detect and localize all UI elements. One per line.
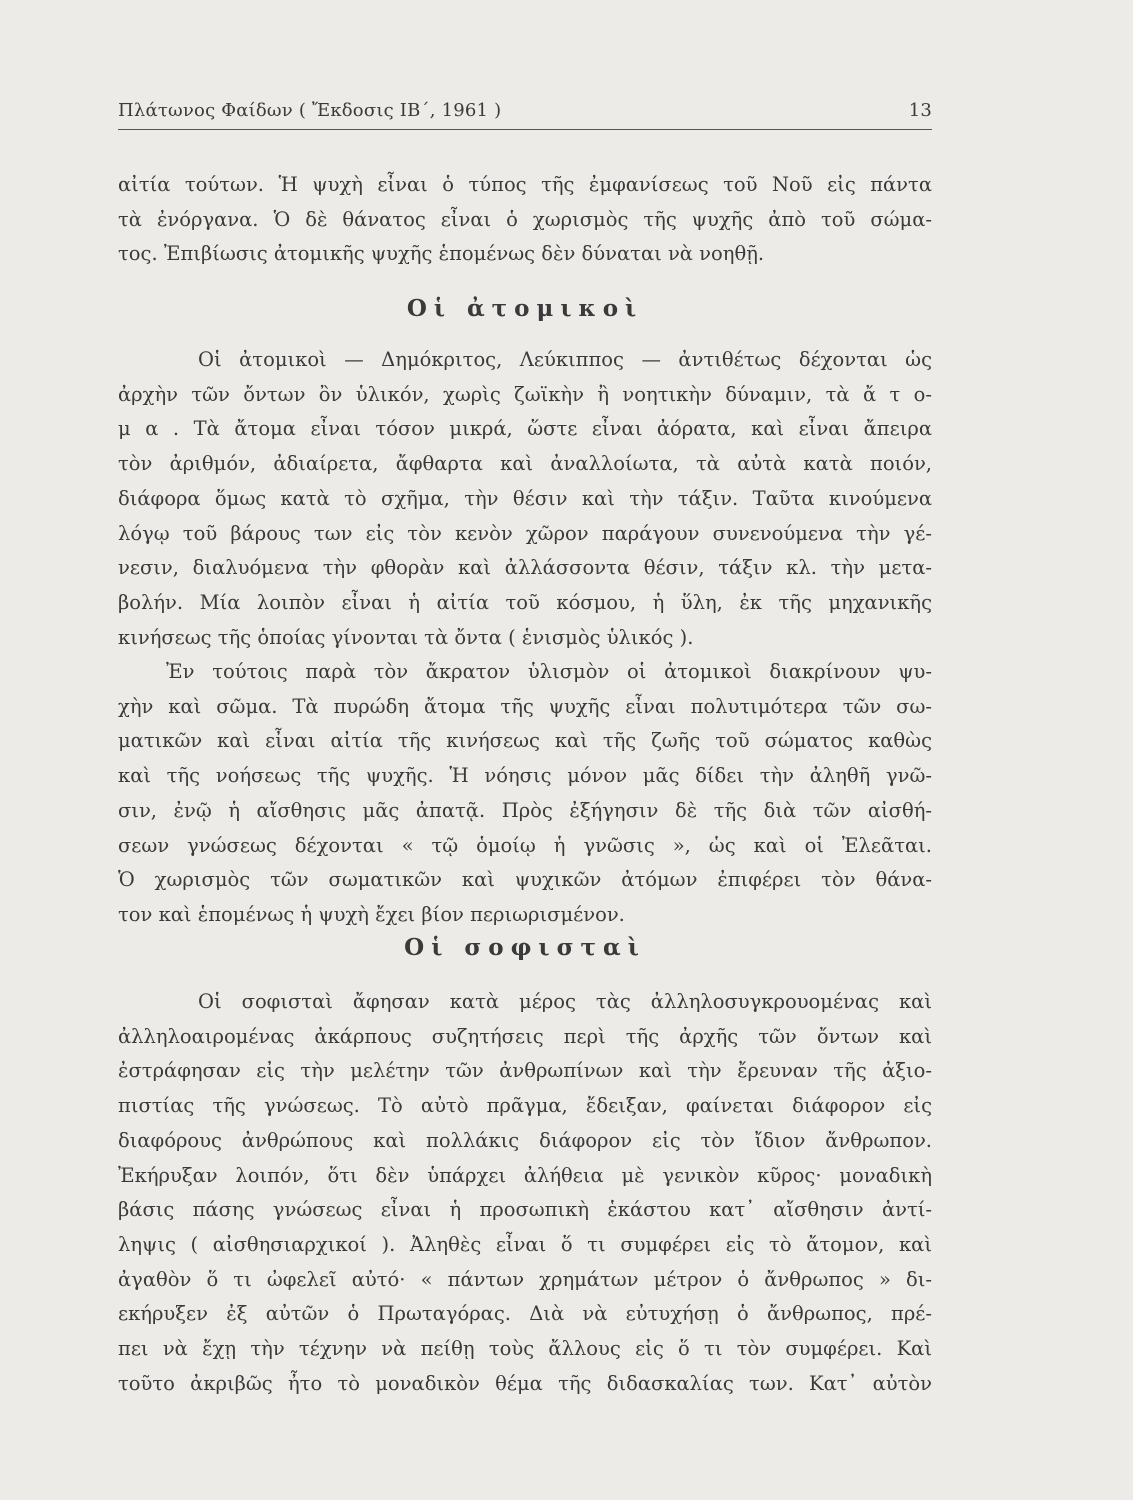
text-line: ματικῶν καὶ εἶναι αἰτία τῆς κινήσεως καὶ τῆς ζωῆς τοῦ σώματος καθὼς	[118, 729, 932, 753]
text-line: λόγῳ τοῦ βάρους των εἰς τὸν κενὸν χῶρον παράγουν συνενούμενα τὴν γέ-	[118, 521, 932, 545]
text-line: βάσις πάσης γνώσεως εἶναι ἡ προσωπικὴ ἑκάστου κατ᾽ αἴσθησιν ἀντί-	[118, 1198, 932, 1222]
text-line: ληψις ( αἰσθησιαρχικοί ). Ἀληθὲς εἶναι ὅ τι συμφέρει εἰς τὸ ἄτομον, καὶ	[118, 1232, 932, 1256]
text-line: διαφόρους ἀνθρώπους καὶ πολλάκις διάφορον εἰς τὸν ἴδιον ἄνθρωπον.	[118, 1128, 932, 1152]
text-line: Οἱ σοφισταὶ ἄφησαν κατὰ μέρος τὰς ἀλληλοσυγκρουομένας καὶ	[198, 990, 932, 1013]
text-line: νεσιν, διαλυόμενα τὴν φθορὰν καὶ ἀλλάσσοντα θέσιν, τάξιν κλ. τὴν μετα-	[118, 556, 932, 580]
text-line: αἰτία τούτων. Ἡ ψυχὴ εἶναι ὁ τύπος τῆς ἐμφανίσεως τοῦ Νοῦ εἰς πάντα	[118, 173, 932, 196]
paragraph-1	[118, 168, 932, 272]
text-line: Ἐκήρυξαν λοιπόν, ὅτι δὲν ὑπάρχει ἀλήθεια μὲ γενικὸν κῦρος· μοναδικὴ	[118, 1163, 932, 1187]
text-line: Ὁ χωρισμὸς τῶν σωματικῶν καὶ ψυχικῶν ἀτόμων ἐπιφέρει τὸν θάνα-	[118, 868, 932, 892]
text-line: τὸν ἀριθμόν, ἀδιαίρετα, ἄφθαρτα καὶ ἀναλλοίωτα, τὰ αὐτὰ κατὰ ποιόν,	[118, 452, 932, 476]
paragraph-3	[118, 655, 932, 933]
paragraph-4	[118, 985, 932, 1401]
running-head	[118, 100, 932, 128]
text-line: κινήσεως τῆς ὁποίας γίνονται τὰ ὄντα ( ἑνισμὸς ὑλικός ).	[118, 625, 694, 649]
text-line: βολήν. Μία λοιπὸν εἶναι ἡ αἰτία τοῦ κόσμου, ἡ ὕλη, ἐκ τῆς μηχανικῆς	[118, 590, 932, 614]
page-number: 13	[908, 100, 932, 121]
text-line: σεων γνώσεως δέχονται « τῷ ὁμοίῳ ἡ γνῶσις », ὡς καὶ οἱ Ἐλεᾶται.	[118, 833, 932, 857]
book-title: Πλάτωνος Φαίδων ( Ἔκδοσις ΙΒ΄, 1961 )	[118, 100, 502, 121]
text-line: πει νὰ ἔχῃ τὴν τέχνην νὰ πείθῃ τοὺς ἄλλους εἰς ὅ τι τὸν συμφέρει. Καὶ	[118, 1337, 932, 1361]
text-line: καὶ τῆς νοήσεως τῆς ψυχῆς. Ἡ νόησις μόνον μᾶς δίδει τὴν ἀληθῆ γνῶ-	[118, 764, 932, 788]
text-line: σιν, ἐνῷ ἡ αἴσθησις μᾶς ἀπατᾷ. Πρὸς ἐξήγησιν δὲ τῆς διὰ τῶν αἰσθή-	[118, 798, 932, 822]
text-line: τοῦτο ἀκριβῶς ἦτο τὸ μοναδικὸν θέμα τῆς διδασκαλίας των. Κατ᾽ αὐτὸν	[118, 1371, 932, 1395]
text-line: ἀρχὴν τῶν ὄντων ὂν ὑλικόν, χωρὶς ζωϊκὴν ἢ νοητικὴν δύναμιν, τὰ ἄ τ ο-	[118, 382, 932, 406]
text-line: διάφορα ὅμως κατὰ τὸ σχῆμα, τὴν θέσιν καὶ τὴν τάξιν. Ταῦτα κινούμενα	[118, 486, 932, 510]
paragraph-2	[118, 343, 932, 655]
text-line: τος. Ἐπιβίωσις ἀτομικῆς ψυχῆς ἑπομένως δὲν δύναται νὰ νοηθῇ.	[118, 242, 765, 266]
text-line: ἀλληλοαιρομένας ἀκάρπους συζητήσεις περὶ τῆς ἀρχῆς τῶν ὄντων καὶ	[118, 1024, 932, 1048]
text-line: μ α . Τὰ ἄτομα εἶναι τόσον μικρά, ὥστε εἶναι ἀόρατα, καὶ εἶναι ἄπειρα	[118, 417, 932, 441]
section-heading-sophists: Οἱ σοφισταὶ	[404, 934, 646, 961]
text-line: Ἐν τούτοις παρὰ τὸν ἄκρατον ὑλισμὸν οἱ ἀτομικοὶ διακρίνουν ψυ-	[166, 660, 932, 683]
text-line: ἐστράφησαν εἰς τὴν μελέτην τῶν ἀνθρωπίνων καὶ τὴν ἔρευναν τῆς ἀξιο-	[118, 1059, 932, 1083]
text-line: τὰ ἐνόργανα. Ὁ δὲ θάνατος εἶναι ὁ χωρισμὸς τῆς ψυχῆς ἀπὸ τοῦ σώμα-	[118, 207, 932, 231]
text-line: χὴν καὶ σῶμα. Τὰ πυρώδη ἄτομα τῆς ψυχῆς εἶναι πολυτιμότερα τῶν σω-	[118, 694, 932, 718]
text-line: πιστίας τῆς γνώσεως. Τὸ αὐτὸ πρᾶγμα, ἔδειξαν, φαίνεται διάφορον εἰς	[118, 1094, 932, 1118]
text-line: Οἱ ἀτομικοὶ — Δημόκριτος, Λεύκιππος — ἀντιθέτως δέχονται ὡς	[198, 348, 932, 371]
text-line: ἀγαθὸν ὅ τι ὠφελεῖ αὐτό· « πάντων χρημάτων μέτρον ὁ ἄνθρωπος » δι-	[118, 1267, 932, 1291]
text-line: εκήρυξεν ἐξ αὐτῶν ὁ Πρωταγόρας. Διὰ νὰ εὐτυχήσῃ ὁ ἄνθρωπος, πρέ-	[118, 1302, 932, 1326]
text-line: τον καὶ ἑπομένως ἡ ψυχὴ ἔχει βίον περιωρισμένον.	[118, 902, 625, 926]
section-heading-atomists: Οἱ ἀτομικοὶ	[406, 295, 644, 322]
header-rule	[118, 129, 932, 130]
